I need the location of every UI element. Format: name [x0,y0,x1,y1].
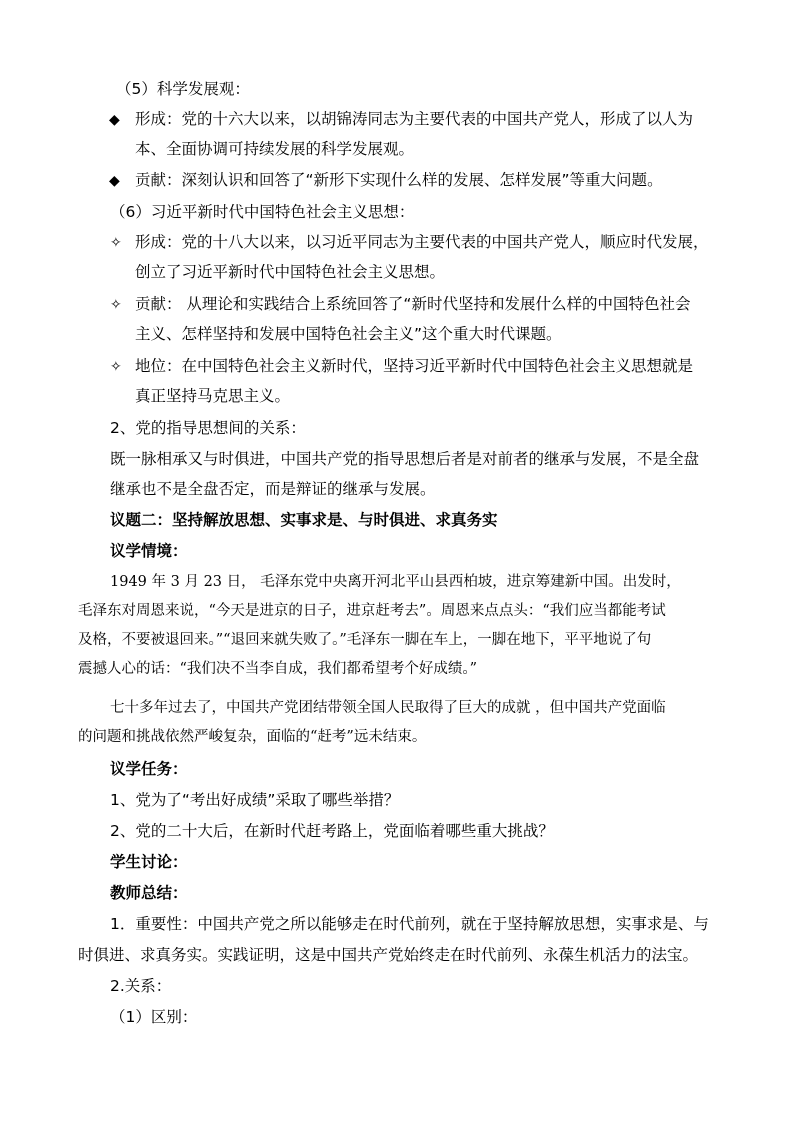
story-line2: 毛泽东对周恩来说，“今天是进京的日子，进京赶考去”。周恩来点点头：“我们应当都能考试 [78,603,666,619]
section6-item3-line2: 真正坚持马克思主义。 [135,387,291,405]
discussion-label: 学生讨论： [110,853,188,871]
relation-heading: 2、党的指导思想间的关系： [110,419,306,437]
story-line5: 七十多年过去了，中国共产党团结带领全国人民取得了巨大的成就 ，但中国共产党面临 [110,700,666,716]
difference-label: （1）区别： [110,1008,198,1026]
relation-line1: 既一脉相承又与时俱进，中国共产党的指导思想后者是对前者的继承与发展，不是全盘 [110,450,700,468]
topic2-title: 议题二：坚持解放思想、实事求是、与时俱进、求真务实 [110,511,498,529]
relation-line2: 继承也不是全盘否定，而是辩证的继承与发展。 [110,480,436,498]
diamond-bullet-icon: ◆ [109,173,120,189]
star-bullet-icon: ✧ [110,235,122,251]
star-bullet-icon: ✧ [110,359,122,375]
task-label: 议学任务： [110,760,188,778]
story-line4: 震撼人心的话：“我们决不当李自成，我们都希望考个好成绩。” [78,661,478,677]
section6-heading: （6）习近平新时代中国特色社会主义思想： [110,203,415,221]
summary-label: 教师总结： [110,884,188,902]
section5-item1-line1: 形成：党的十六大以来，以胡锦涛同志为主要代表的中国共产党人，形成了以人为 [135,110,694,128]
section6-item2-line1: 贡献： 从理论和实践结合上系统回答了“新时代坚持和发展什么样的中国特色社会 [135,295,691,313]
story-line3: 及格，不要被退回来。”“退回来就失败了。”毛泽东一脚在车上，一脚在地下，平平地说了句 [78,632,652,648]
story-line1: 1949 年 3 月 23 日， 毛泽东党中央离开河北平山县西柏坡，进京筹建新中国。出发时， [110,574,681,590]
section6-item2-line2: 主义、怎样坚持和发展中国特色社会主义”这个重大时代课题。 [135,325,562,343]
relation-subheading: 2.关系： [110,977,172,995]
story-line6: 的问题和挑战依然严峻复杂，面临的“赶考”远未结束。 [78,729,427,745]
section6-item1-line2: 创立了习近平新时代中国特色社会主义思想。 [135,263,446,281]
section6-item1-line1: 形成：党的十八大以来，以习近平同志为主要代表的中国共产党人，顺应时代发展， [135,233,709,251]
section5-heading: （5）科学发展观： [116,80,250,98]
star-bullet-icon: ✧ [110,297,122,313]
task-item-1: 1、党为了“考出好成绩”采取了哪些举措？ [110,791,400,809]
summary-line2: 时俱进、求真务实。实践证明，这是中国共产党始终走在时代前列、永葆生机活力的法宝。 [78,946,699,964]
summary-line1: 1．重要性：中国共产党之所以能够走在时代前列，就在于坚持解放思想，实事求是、与 [110,915,709,933]
section6-item3-line1: 地位：在中国特色社会主义新时代，坚持习近平新时代中国特色社会主义思想就是 [135,357,694,375]
section5-item2-line1: 贡献：深刻认识和回答了“新形下实现什么样的发展、怎样发展”等重大问题。 [135,171,663,189]
diamond-bullet-icon: ◆ [109,112,120,128]
task-item-2: 2、党的二十大后，在新时代赶考路上，党面临着哪些重大挑战？ [110,822,554,840]
situation-label: 议学情境： [110,542,188,560]
section5-item1-line2: 本、全面协调可持续发展的科学发展观。 [135,140,415,158]
